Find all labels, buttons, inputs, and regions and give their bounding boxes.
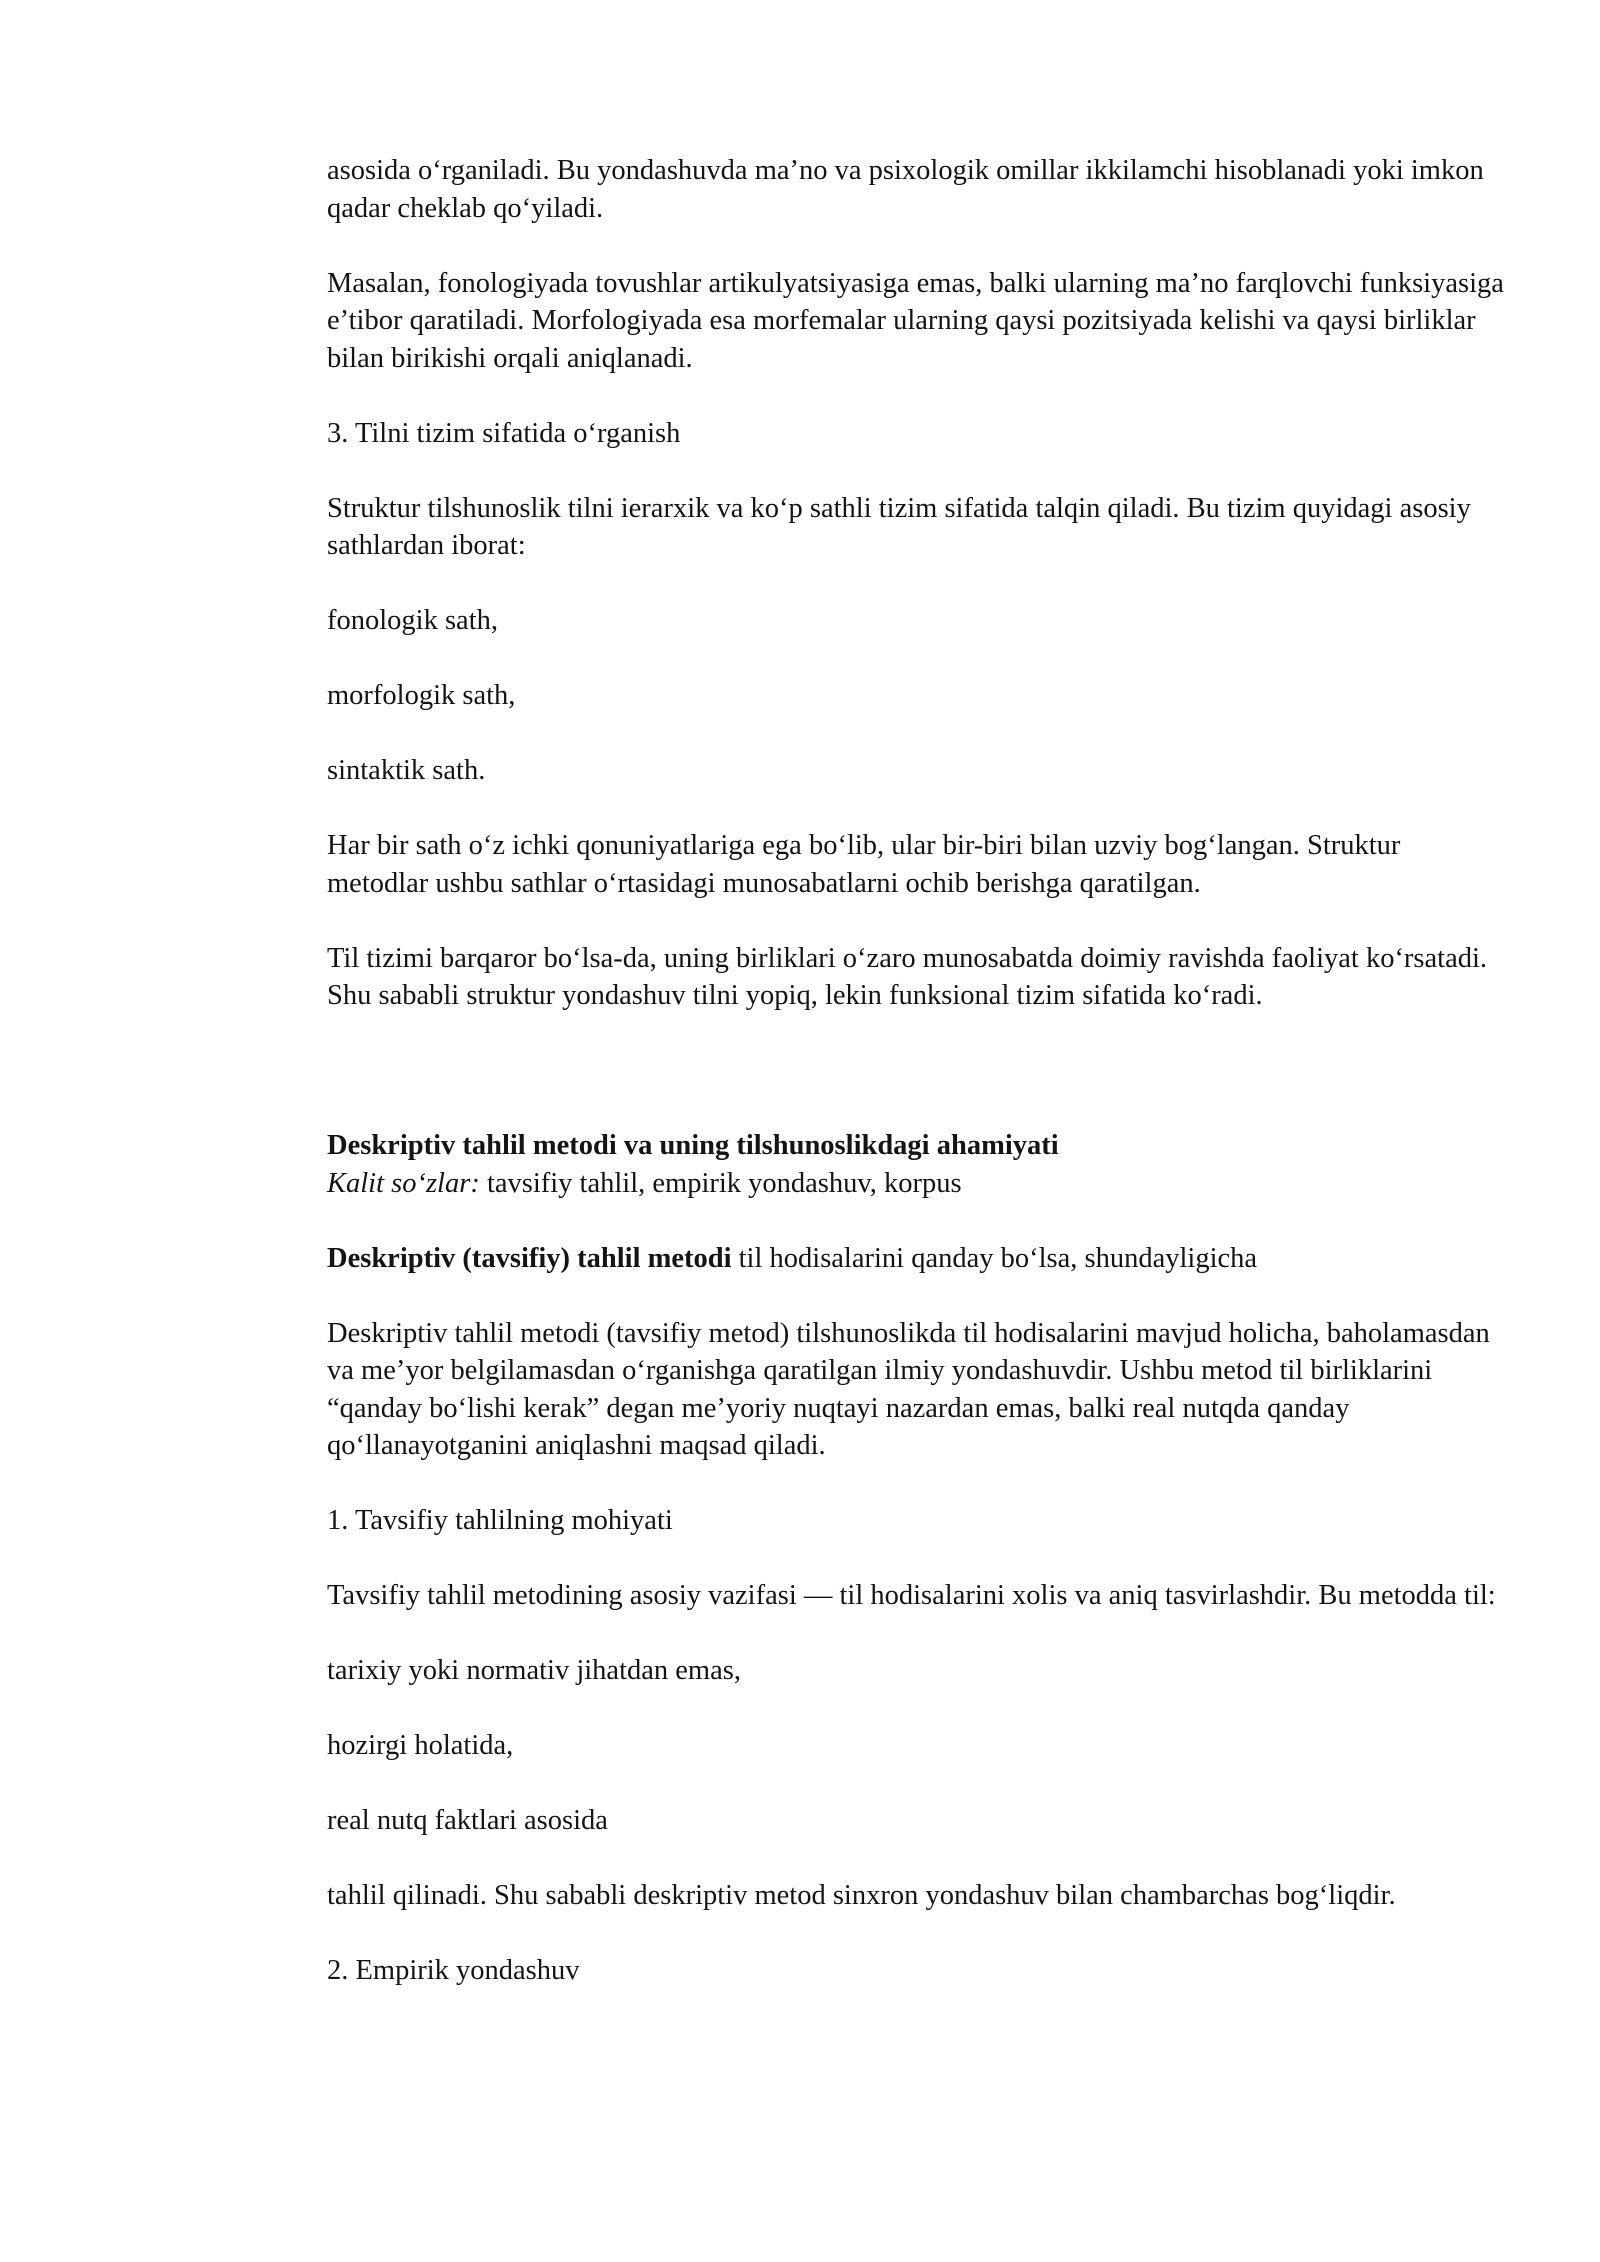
paragraph-synchronic: tahlil qilinadi. Shu sababli deskriptiv metod sinxron yondashuv bilan chambarchas bog‘liqdir.: [327, 1880, 1396, 1911]
paragraph-system-stability: Til tizimi barqaror bo‘lsa-da, uning birliklari o‘zaro munosabatda doimiy ravishda faoliyat ko‘rsatadi. Shu sababli struktur yondashuv tilni yopiq, lekin funksional tizim sifatida ko‘radi.: [327, 942, 1488, 1011]
document-page: [327, 152, 1507, 2027]
item-not-historical: tarixiy yoki normativ jihatdan emas,: [327, 1655, 741, 1686]
heading-essence: 1. Tavsifiy tahlilning mohiyati: [327, 1505, 673, 1536]
paragraph-levels-relation: Har bir sath o‘z ichki qonuniyatlariga ega bo‘lib, ular bir-biri bilan uzviy bog‘langan. Struktur metodlar ushbu sathlar o‘rtasidagi munosabatlarni ochib berishga qaratilgan.: [327, 830, 1401, 899]
section-title: Deskriptiv tahlil metodi va uning tilshunoslikdagi ahamiyati: [327, 1130, 1059, 1161]
item-current-state: hozirgi holatida,: [327, 1730, 514, 1761]
keywords-label: Kalit so‘zlar:: [327, 1167, 480, 1199]
paragraph-descriptive: Deskriptiv tahlil metodi (tavsifiy metod) tilshunoslikda til hodisalarini mavjud holicha, baholamasdan va me’yor belgilamasdan o‘rganishga qaratilgan ilmiy yondashuvdir. Ushbu metod til birliklarini “qanday bo‘lishi kerak” degan me’yoriy nuqtayi nazardan emas, balki real nutqda qanday qo‘llanayotganini aniqlashni maqsad qiladi.: [327, 1317, 1490, 1461]
definition-line: [327, 1240, 1507, 1278]
definition-term: Deskriptiv (tavsifiy) tahlil metodi: [327, 1242, 732, 1274]
paragraph-task: Tavsifiy tahlil metodining asosiy vazifasi — til hodisalarini xolis va aniq tasvirlashdir. Bu metodda til:: [327, 1580, 1496, 1611]
paragraph-example: Masalan, fonologiyada tovushlar artikulyatsiyasiga emas, balki ularning ma’no farqlovchi funksiyasiga e’tibor qaratiladi. Morfologiyada esa morfemalar ularning qaysi pozitsiyada kelishi va qaysi birliklar bilan birikishi orqali aniqlanadi.: [327, 267, 1504, 374]
paragraph-intro: asosida o‘rganiladi. Bu yondashuvda ma’no va psixologik omillar ikkilamchi hisoblanadi yoki imkon qadar cheklab qo‘yiladi.: [327, 155, 1484, 224]
item-real-speech: real nutq faktlari asosida: [327, 1805, 608, 1836]
paragraph-structural: Struktur tilshunoslik tilni ierarxik va ko‘p sathli tizim sifatida talqin qiladi. Bu tizim quyidagi asosiy sathlardan iborat:: [327, 492, 1471, 561]
level-syntactic: sintaktik sath.: [327, 755, 486, 786]
level-phonological: fonologik sath,: [327, 605, 498, 636]
definition-rest: til hodisalarini qanday bo‘lsa, shundayligicha: [731, 1242, 1258, 1274]
level-morphological: morfologik sath,: [327, 680, 516, 711]
heading-empirical: 2. Empirik yondashuv: [327, 1955, 580, 1986]
keywords-line: [327, 1165, 1507, 1203]
keywords-text: tavsifiy tahlil, empirik yondashuv, korpus: [479, 1167, 962, 1199]
heading-system-study: 3. Tilni tizim sifatida o‘rganish: [327, 417, 681, 449]
section-spacer: [327, 1052, 1507, 1127]
